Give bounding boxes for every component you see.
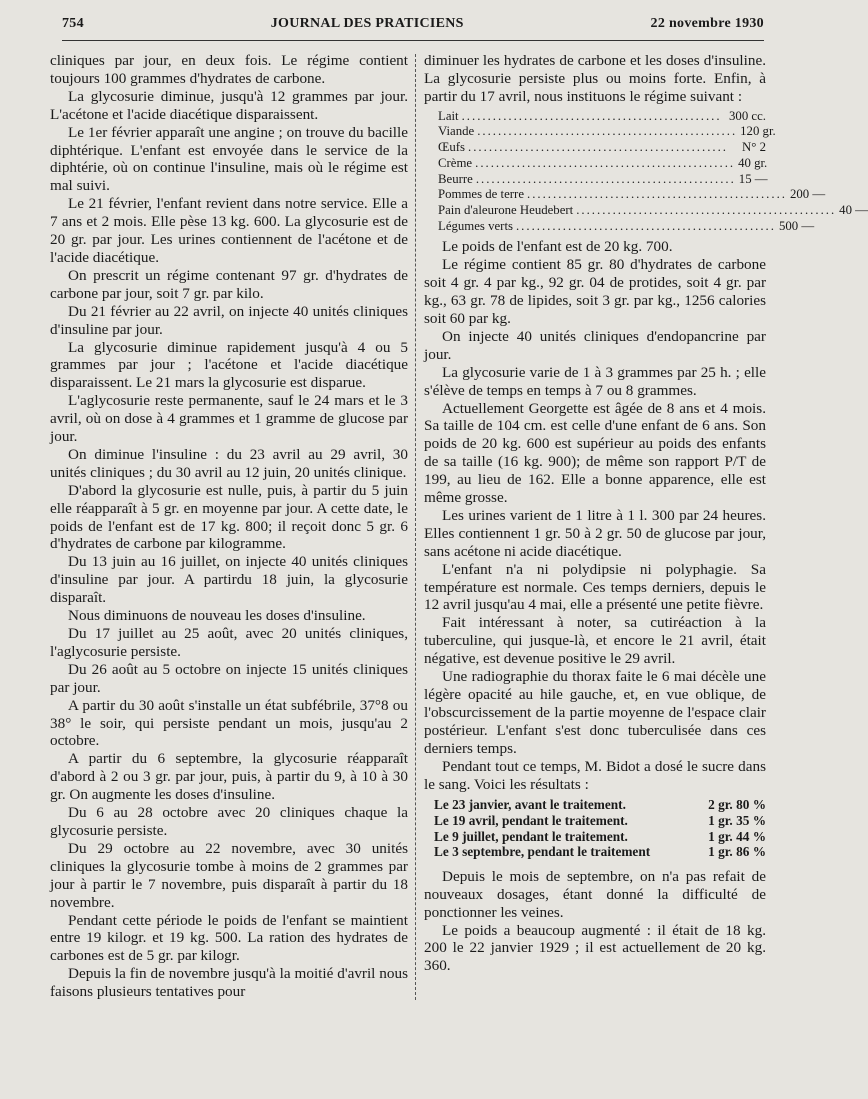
- paragraph: Du 21 février au 22 avril, on injecte 40 unités cliniques d'insuline par jour.: [50, 302, 408, 338]
- paragraph: On diminue l'insuline : du 23 avril au 29 avril, 30 unités cliniques ; du 30 avril au 12 juin, 20 unités clinique.: [50, 445, 408, 481]
- paragraph: A partir du 30 août s'installe un état subfébrile, 37°8 ou 38° le soir, qui persiste pendant un mois, jusqu'au 2 octobre.: [50, 696, 408, 750]
- right-column: [424, 52, 868, 975]
- results-value: 2 gr. 80 %: [708, 797, 766, 813]
- diet-row: Pain d'aleurone Heudebert .................................................. 40 —: [438, 202, 868, 217]
- paragraph: Les urines varient de 1 litre à 1 l. 300 par 24 heures. Elles contiennent 1 gr. 50 à 2 gr. 50 de glucose par jour, sans acétone ni acide diacétique.: [424, 506, 766, 560]
- page-number: 754: [62, 16, 84, 31]
- results-label: Le 23 janvier, avant le traitement.: [434, 797, 626, 813]
- paragraph: La glycosurie diminue, jusqu'à 12 grammes par jour. L'acétone et l'acide diacétique disparaissent.: [50, 87, 408, 123]
- paragraph: Pendant cette période le poids de l'enfant se maintient entre 19 kilogr. et 19 kg. 500. La ration des hydrates de carbones est de 5 gr. par kilogr.: [50, 911, 408, 965]
- running-header: [62, 16, 764, 41]
- diet-row: Pommes de terre .................................................. 200 —: [438, 187, 826, 202]
- paragraph: Actuellement Georgette est âgée de 8 ans et 4 mois. Sa taille de 104 cm. est celle d'une enfant de 6 ans. Son poids de 20 kg. 600 est supérieur au poids des enfants de sa taille (16 kg. 900); de même son rapport P/T de 199, au lieu de 162. Elle a bonne apparence, elle est même grosse.: [424, 399, 766, 507]
- paragraph: Le poids a beaucoup augmenté : il était de 18 kg. 200 le 22 janvier 1929 ; il est actuellement de 20 kg. 360.: [424, 921, 766, 975]
- results-row: [434, 797, 766, 813]
- paragraph: Du 6 au 28 octobre avec 20 cliniques chaque la glycosurie persiste.: [50, 804, 408, 839]
- left-column: [50, 52, 408, 1001]
- diet-row: Légumes verts .................................................. 500 —: [438, 218, 815, 233]
- diet-item: Œufs: [438, 140, 466, 155]
- paragraph: La glycosurie varie de 1 à 3 grammes par 25 h. ; elle s'élève de temps en temps à 7 ou 8 grammes.: [424, 363, 766, 399]
- diet-row: Viande .................................................. 120 gr.: [438, 124, 776, 139]
- paragraph: D'abord la glycosurie est nulle, puis, à partir du 5 juin elle réapparaît à 5 gr. en moyenne par jour. A cette date, le poids de l'enfant est de 17 kg. 800; il reçoit donc 5 gr. 6 d'hydrates de carbone par kilogramme.: [50, 481, 408, 553]
- results-label: Le 3 septembre, pendant le traitement: [434, 844, 651, 860]
- diet-item: Lait: [438, 108, 459, 123]
- paragraph: Du 26 août au 5 octobre on injecte 15 unités cliniques par jour.: [50, 660, 408, 696]
- paragraph: Du 29 octobre au 22 novembre, avec 30 unités cliniques la glycosurie tombe à moins de 2 grammes par jour à partir le 7 novembre, puis disparaît à partir du 18 novembre.: [50, 839, 408, 911]
- paragraph: On prescrit un régime contenant 97 gr. d'hydrates de carbone par jour, soit 7 gr. par kilo.: [50, 266, 408, 302]
- diet-row: Crème .................................................. 40 gr.: [438, 155, 768, 170]
- paragraph: La glycosurie diminue rapidement jusqu'à 4 ou 5 grammes par jour ; l'acétone et l'acide diacétique disparaissent. Le 21 mars la glycosurie est disparue.: [50, 338, 408, 392]
- paragraph: Du 13 juin au 16 juillet, on injecte 40 unités cliniques d'insuline par jour. A partirdu 18 juin, la glycosurie disparaît.: [50, 553, 408, 607]
- paragraph: Du 17 juillet au 25 août, avec 20 unités cliniques, l'aglycosurie persiste.: [50, 625, 408, 660]
- diet-item: Viande: [438, 124, 475, 139]
- diet-qty: 120 gr.: [740, 124, 776, 139]
- paragraph: A partir du 6 septembre, la glycosurie réapparaît d'abord à 2 ou 3 gr. par jour, puis, à partir du 9, à 10 à 30 gr. On augmente les doses d'insuline.: [50, 750, 408, 804]
- diet-row: Œufs .................................................. N° 2: [438, 140, 766, 155]
- diet-item: Légumes verts: [438, 218, 513, 233]
- diet-row: Lait .................................................. 300 cc.: [438, 108, 766, 123]
- results-label: Le 9 juillet, pendant le traitement.: [434, 828, 628, 844]
- paragraph: Depuis la fin de novembre jusqu'à la moitié d'avril nous faisons plusieurs tentatives pour: [50, 965, 408, 1001]
- diet-item: Beurre: [438, 171, 473, 186]
- diet-item: Pain d'aleurone Heudebert: [438, 202, 574, 217]
- paragraph: L'aglycosurie reste permanente, sauf le 24 mars et le 3 avril, où on dose à 4 grammes et 1 gramme de glucose par jour.: [50, 392, 408, 446]
- diet-qty: 200 —: [789, 187, 826, 202]
- paragraph: Le 21 février, l'enfant revient dans notre service. Elle a 7 ans et 2 mois. Elle pèse 13 kg. 600. La glycosurie est de 20 gr. par jour. Les urines contiennent de l'acétone et de l'acide diacétique.: [50, 195, 408, 266]
- paragraph: Une radiographie du thorax faite le 6 mai décèle une légère opacité au hile gauche, et, en vue oblique, de l'obscurcissement de la partie moyenne de l'espace clair postérieur. L'enfant s'est donc tuberculisée dans ces derniers temps.: [424, 668, 766, 757]
- paragraph: Le 1er février apparaît une angine ; on trouve du bacille diphtérique. L'enfant est envoyée dans le service de la diphtérie, où on continue l'insuline, mais où le régime est mal suivi.: [50, 123, 408, 195]
- diet-item: Crème: [438, 155, 473, 170]
- paragraph: On injecte 40 unités cliniques d'endopancrine par jour.: [424, 327, 766, 363]
- paragraph: Nous diminuons de nouveau les doses d'insuline.: [68, 607, 366, 625]
- results-value: 1 gr. 44 %: [708, 828, 766, 844]
- journal-title: JOURNAL DES PRATICIENS: [270, 16, 464, 31]
- paragraph: Le poids de l'enfant est de 20 kg. 700.: [442, 238, 673, 256]
- results-label: Le 19 avril, pendant le traitement.: [434, 813, 628, 829]
- issue-date: 22 novembre 1930: [650, 16, 764, 31]
- paragraph: Pendant tout ce temps, M. Bidot a dosé le sucre dans le sang. Voici les résultats :: [424, 757, 766, 793]
- results-row: [434, 844, 766, 860]
- diet-qty: 300 cc.: [729, 108, 766, 123]
- paragraph: Fait intéressant à noter, sa cutiréaction à la tuberculine, qui jusque-là, et encore le 21 avril, était négative, est devenue positive le 29 avril.: [424, 614, 766, 668]
- diet-qty: N° 2: [742, 140, 766, 155]
- column-divider: [415, 54, 416, 1000]
- diet-qty: 40 gr.: [738, 155, 768, 170]
- diet-qty: 15 —: [738, 171, 768, 186]
- results-value: 1 gr. 35 %: [708, 813, 766, 829]
- paragraph: Depuis le mois de septembre, on n'a pas refait de nouveaux dosages, étant donné la difficulté de ponctionner les veines.: [424, 867, 766, 921]
- paragraph: cliniques par jour, en deux fois. Le régime contient toujours 100 grammes d'hydrates de carbone.: [50, 52, 408, 87]
- results-value: 1 gr. 86 %: [708, 844, 766, 860]
- results-row: [434, 829, 766, 845]
- results-row: [434, 813, 766, 829]
- paragraph: L'enfant n'a ni polydipsie ni polyphagie. Sa température est normale. Ces temps derniers, depuis le 12 avril jusqu'au 4 mai, elle a présenté une petite fièvre.: [424, 560, 766, 614]
- diet-table: [438, 108, 868, 235]
- diet-item: Pommes de terre: [438, 187, 524, 202]
- diet-qty: 500 —: [778, 218, 815, 233]
- paragraph: Le régime contient 85 gr. 80 d'hydrates de carbone soit 4 gr. 4 par kg., 92 gr. 04 de protides, soit 4 gr. par kg., 63 gr. 78 de lipides, soit 3 gr. par kg., 1256 calories soit 60 par kg.: [424, 256, 766, 327]
- diet-qty: 40 —: [839, 202, 868, 217]
- blood-sugar-results-table: [434, 797, 766, 859]
- diet-row: Beurre .................................................. 15 —: [438, 171, 768, 186]
- paragraph: diminuer les hydrates de carbone et les doses d'insuline. La glycosurie persiste plus ou moins forte. Enfin, à partir du 17 avril, nous instituons le régime suivant :: [424, 52, 766, 105]
